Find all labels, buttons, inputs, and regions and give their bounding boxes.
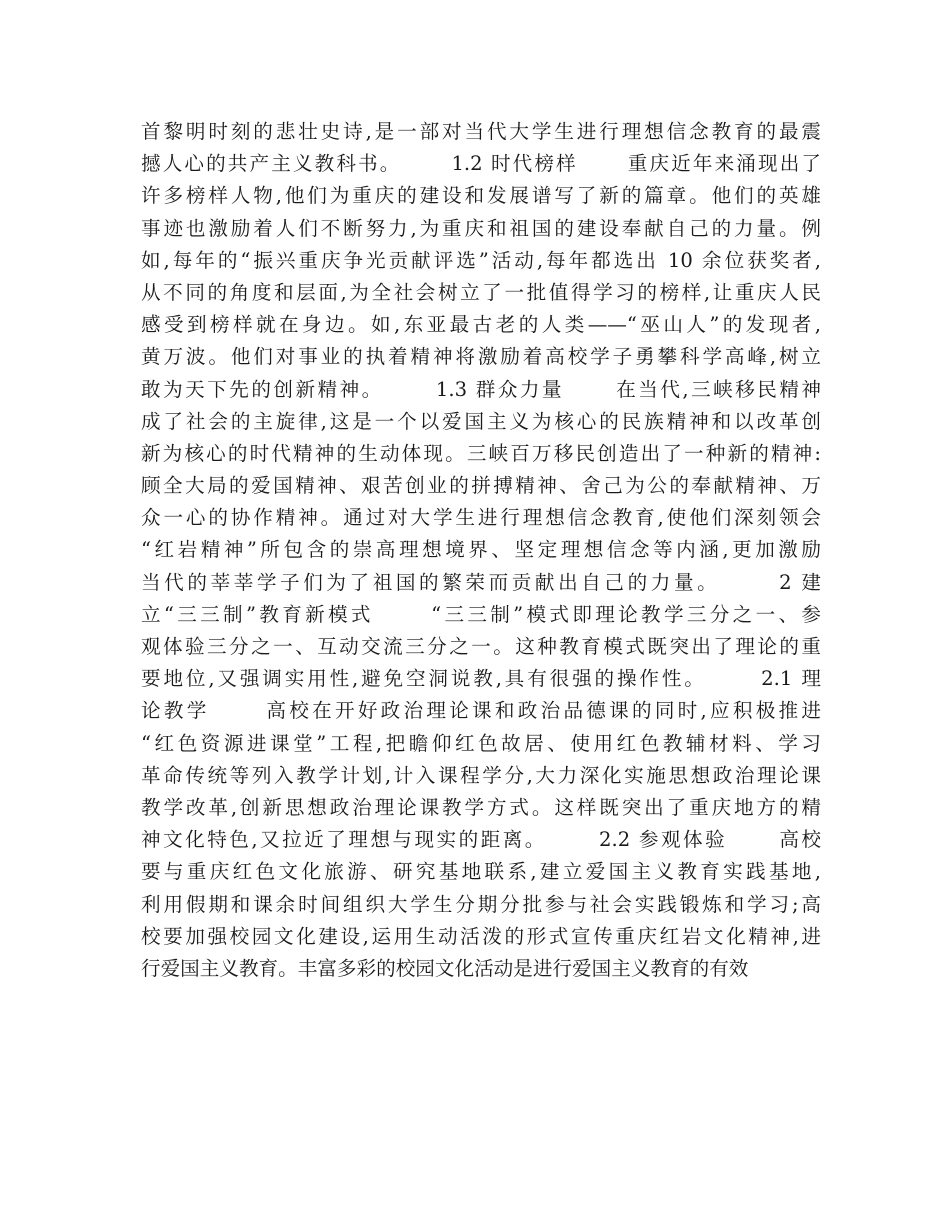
text-line: 要与重庆红色文化旅游、研究基地联系,建立爱国主义教育实践基地,	[141, 860, 821, 884]
text-line: 校要加强校园文化建设,运用生动活泼的形式宣传重庆红岩文化精神,进	[141, 924, 821, 948]
document-page	[141, 116, 821, 985]
text-line: 立“三三制”教育新模式 “三三制”模式即理论教学三分之一、参	[141, 602, 821, 626]
text-line: 撼人心的共产主义教科书。 1.2 时代榜样 重庆近年来涌现出了	[141, 152, 821, 176]
text-line: 要地位,又强调实用性,避免空洞说教,具有很强的操作性。 2.1 理	[141, 667, 821, 691]
text-line: 神文化特色,又拉近了理想与现实的距离。 2.2 参观体验 高校	[141, 828, 821, 852]
text-line: 成了社会的主旋律,这是一个以爱国主义为核心的民族精神和以改革创	[141, 409, 821, 433]
text-line: “红色资源进课堂”工程,把瞻仰红色故居、使用红色教辅材料、学习	[141, 731, 821, 755]
text-line: 敢为天下先的创新精神。 1.3 群众力量 在当代,三峡移民精神	[141, 377, 821, 401]
text-line: 论教学 高校在开好政治理论课和政治品德课的同时,应积极推进	[141, 699, 821, 723]
text-line: 从不同的角度和层面,为全社会树立了一批值得学习的榜样,让重庆人民	[141, 280, 821, 304]
text-line: 行爱国主义教育。丰富多彩的校园文化活动是进行爱国主义教育的有效	[141, 956, 749, 980]
text-line: 新为核心的时代精神的生动体现。三峡百万移民创造出了一种新的精神:	[141, 441, 821, 465]
text-line: 顾全大局的爱国精神、艰苦创业的拼搏精神、舍己为公的奉献精神、万	[141, 474, 821, 498]
text-line: 革命传统等列入教学计划,计入课程学分,大力深化实施思想政治理论课	[141, 763, 821, 787]
text-line: 感受到榜样就在身边。如,东亚最古老的人类——“巫山人”的发现者,	[141, 313, 821, 337]
text-line: 事迹也激励着人们不断努力,为重庆和祖国的建设奉献自己的力量。例	[141, 216, 821, 240]
text-line: 首黎明时刻的悲壮史诗,是一部对当代大学生进行理想信念教育的最震	[141, 120, 821, 143]
text-line: 众一心的协作精神。通过对大学生进行理想信念教育,使他们深刻领会	[141, 506, 821, 530]
text-line: 许多榜样人物,他们为重庆的建设和发展谱写了新的篇章。他们的英雄	[141, 184, 821, 208]
text-line: 如,每年的“振兴重庆争光贡献评选”活动,每年都选出 10 余位获奖者,	[141, 248, 821, 272]
text-line: 观体验三分之一、互动交流三分之一。这种教育模式既突出了理论的重	[141, 635, 821, 658]
text-line: 黄万波。他们对事业的执着精神将激励着高校学子勇攀科学高峰,树立	[141, 345, 821, 369]
body-text	[141, 116, 821, 985]
text-line: 当代的莘莘学子们为了祖国的繁荣而贡献出自己的力量。 2 建	[141, 570, 821, 594]
text-line: 教学改革,创新思想政治理论课教学方式。这样既突出了重庆地方的精	[141, 795, 821, 819]
text-line: “红岩精神”所包含的崇高理想境界、坚定理想信念等内涵,更加激励	[141, 538, 821, 562]
text-line: 利用假期和课余时间组织大学生分期分批参与社会实践锻炼和学习;高	[141, 892, 821, 916]
